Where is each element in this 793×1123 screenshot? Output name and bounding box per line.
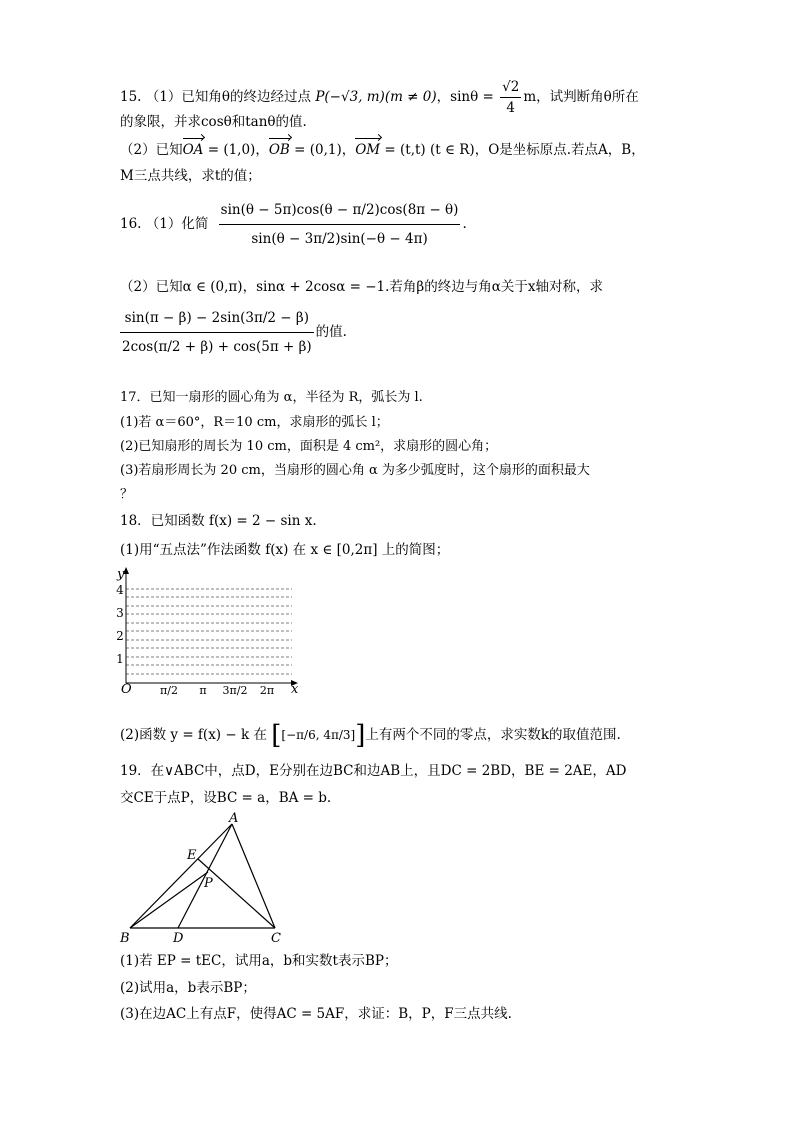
q17-sub3-end: ？ xyxy=(120,487,134,502)
q15-fraction xyxy=(500,77,521,118)
q16-part2-end: 的值. xyxy=(315,324,347,340)
q16-line3 xyxy=(120,304,347,361)
x-tick-half-pi: π/2 xyxy=(160,684,178,697)
q18-intro: 18．已知函数 f(x) = 2 − sin x. xyxy=(120,513,317,529)
q16-frac-den: sin(θ − 3π/2)sin(−θ − 4π) xyxy=(251,231,428,247)
point-p-label: P xyxy=(204,876,213,891)
vector-ob: OB xyxy=(268,142,290,158)
q15-part1-label: （1）已知角 xyxy=(145,89,222,105)
q18-sub2-text: (2)函数 y = f(x) − k 在 xyxy=(120,727,267,743)
y-tick-3: 3 xyxy=(116,606,124,620)
vector-om-value: = (t,t) (t ∈ R)，O是坐标原点.若点A，B， xyxy=(384,142,645,158)
segment-bp xyxy=(130,872,208,928)
y-tick-2: 2 xyxy=(116,629,124,643)
q15-point-p: P(−√3, m)(m ≠ 0) xyxy=(315,89,437,105)
q16-part1-label: （1）化简 xyxy=(145,216,209,232)
point-e-label: E xyxy=(187,848,197,863)
vector-oa-value: = (1,0)， xyxy=(207,142,269,158)
q18-sub2 xyxy=(120,720,621,751)
vector-oa: OA xyxy=(182,142,204,158)
q17-sub3: (3)若扇形周长为 20 cm，当扇形的圆心角 α 为多少弧度时，这个扇形的面积最大 xyxy=(120,463,590,478)
q17-sub1: (1)若 α＝60°，R＝10 cm，求扇形的弧长 l； xyxy=(120,415,389,430)
q16-period: . xyxy=(462,216,467,232)
q16-frac-num: sin(θ − 5π)cos(θ − π/2)cos(8π − θ) xyxy=(219,196,461,225)
q15-frac-den: 4 xyxy=(506,100,515,116)
edge-ac xyxy=(232,824,275,928)
q17-sub2: (2)已知扇形的周长为 10 cm，面积是 4 cm²，求扇形的圆心角； xyxy=(120,439,498,454)
q16-part2-num: sin(π − β) − 2sin(3π/2 − β) xyxy=(120,304,314,333)
q15-line4: M三点共线，求t的值； xyxy=(120,168,261,184)
q18-sub1: (1)用“五点法”作法函数 f(x) 在 x ∈ [0,2π] 上的简图； xyxy=(120,542,450,558)
vertex-a-label: A xyxy=(229,811,239,826)
vector-om: OM xyxy=(355,142,381,158)
vertex-b-label: B xyxy=(120,931,130,946)
segment-ce xyxy=(198,859,275,928)
q16-fraction xyxy=(219,196,461,253)
q18-sub2-end: 上有两个不同的零点，求实数k的取值范围. xyxy=(365,727,621,743)
y-tick-1: 1 xyxy=(116,652,124,666)
q15-part1-text: θ的终边经过点 xyxy=(221,89,312,105)
q16-line1 xyxy=(120,196,467,253)
q16-part2-den: 2cos(π/2 + β) + cos(5π + β) xyxy=(122,339,312,355)
vertex-c-label: C xyxy=(271,931,281,946)
q15-sin-text: ，sinθ = xyxy=(436,89,494,105)
q19-intro-line2: 交CE于点P，设BC = a，BA = b. xyxy=(120,790,332,806)
q18-interval-close: ] xyxy=(355,720,366,751)
y-tick-4: 4 xyxy=(116,583,124,597)
origin-label: O xyxy=(121,682,132,697)
point-d-label: D xyxy=(173,931,184,946)
q19-sub2: (2)试用a，b表示BP； xyxy=(120,980,256,996)
y-axis-label: y xyxy=(117,567,125,582)
q15-frac-num: √2 xyxy=(500,77,521,98)
sine-graph-grid xyxy=(114,563,314,713)
q18-interval: [−π/6, 4π/3] xyxy=(281,728,356,742)
x-tick-pi: π xyxy=(199,684,207,697)
x-tick-two-pi: 2π xyxy=(259,684,275,697)
q15-line1 xyxy=(120,77,639,118)
q19-sub1: (1)若 EP = tEC，试用a，b和实数t表示BP； xyxy=(120,953,398,969)
x-tick-three-half-pi: 3π/2 xyxy=(222,684,248,697)
q17-intro: 17．已知一扇形的圆心角为 α，半径为 R，弧长为 l. xyxy=(120,390,423,405)
q19-sub3: (3)在边AC上有点F，使得AC = 5AF，求证：B，P，F三点共线. xyxy=(120,1006,512,1022)
q15-line3 xyxy=(120,141,645,159)
q15-part2-label: （2）已知 xyxy=(120,142,183,158)
q15-number: 15. xyxy=(120,89,142,105)
q16-line2: （2）已知α ∈ (0,π)，sinα + 2cosα = −1.若角β的终边与角α关于x轴对称，求 xyxy=(120,279,603,295)
q15-line2: 的象限，并求cosθ和tanθ的值. xyxy=(120,114,307,130)
x-axis-label: x xyxy=(291,682,299,697)
vector-ob-value: = (0,1)， xyxy=(294,142,356,158)
q16-number: 16. xyxy=(120,216,142,232)
grid-lines xyxy=(126,589,292,674)
q18-interval-open: [ xyxy=(271,720,282,751)
q16-part2-fraction xyxy=(120,304,314,361)
q15-part1-end: m，试判断角θ所在 xyxy=(523,89,639,105)
triangle-diagram xyxy=(116,810,296,950)
q19-intro-line1: 19．在∨ABC中，点D，E分别在边BC和边AB上，且DC = 2BD，BE = 2AE，AD xyxy=(120,763,627,779)
